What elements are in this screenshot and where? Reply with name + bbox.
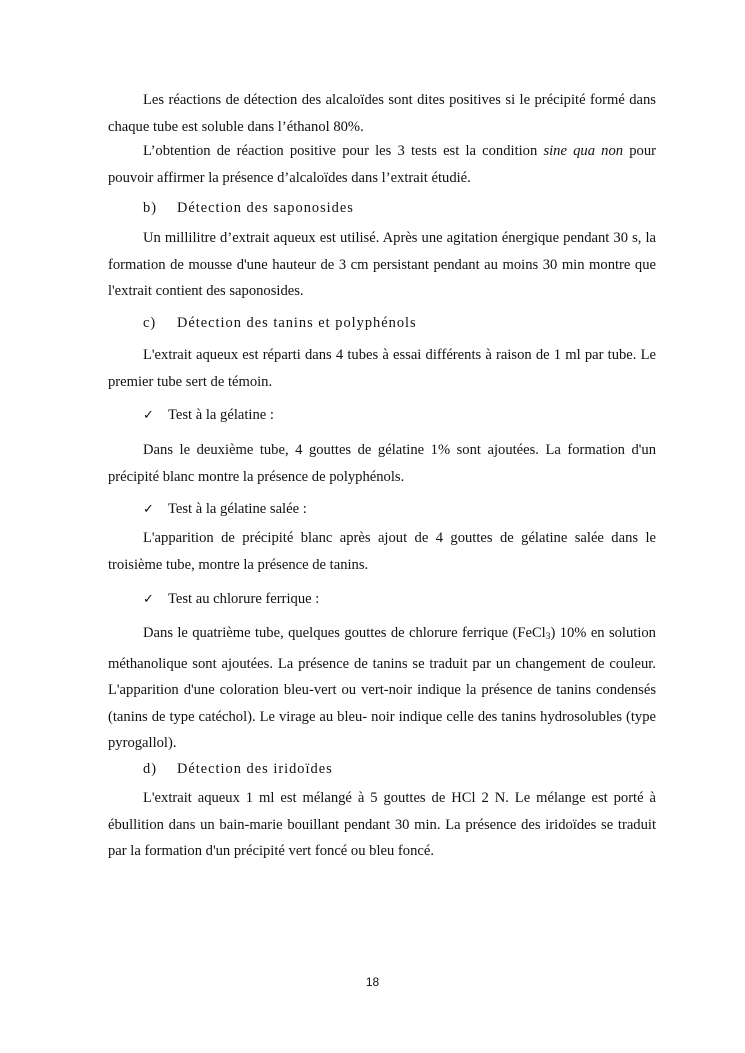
checkmark-icon: ✓ xyxy=(143,502,154,517)
check-item-chlorure-ferrique xyxy=(143,589,319,610)
checkmark-icon: ✓ xyxy=(143,408,154,423)
checkmark-icon: ✓ xyxy=(143,592,154,607)
document-page xyxy=(108,0,656,1053)
paragraph-gelatine xyxy=(108,437,656,490)
paragraph-gelatine-salee xyxy=(108,525,656,578)
paragraph-text: L'extrait aqueux est réparti dans 4 tubes à essai différents à raison de 1 ml par tube. Le premier tube sert de témoin. xyxy=(108,347,656,390)
subscript: 3 xyxy=(545,632,551,642)
check-item-label: Test à la gélatine salée : xyxy=(168,501,307,517)
paragraph-iridoides xyxy=(108,785,656,865)
heading-tanins-polyphenols xyxy=(143,313,417,333)
paragraph-text: Dans le deuxième tube, 4 gouttes de gélatine 1% sont ajoutées. La formation d'un précipité blanc montre la présence de polyphénols. xyxy=(108,442,656,485)
check-item-gelatine-salee xyxy=(143,499,307,520)
heading-number: d) xyxy=(143,761,157,777)
paragraph-saponosides xyxy=(108,225,656,305)
paragraph-text: L’obtention de réaction positive pour les 3 tests est la condition xyxy=(143,143,544,159)
paragraph-chlorure-ferrique xyxy=(108,620,656,757)
paragraph-text: Les réactions de détection des alcaloïdes sont dites positives si le précipité formé dans chaque tube est soluble dans l’éthanol 80%. xyxy=(108,92,656,135)
check-item-label: Test au chlorure ferrique : xyxy=(168,591,320,607)
paragraph-text: pour pouvoir affirmer la présence d’alcaloïdes dans l’extrait étudié. xyxy=(108,143,656,186)
paragraph-text: ) 10% en solution méthanolique sont ajoutées. La présence de tanins se traduit par un changement de couleur. L'apparition d'une coloration bleu-vert ou vert-noir indique la présence de tanins condensés (tanins de type catéchol). Le virage au bleu- noir indique celle des tanins hydrosolubles (type pyrogallol). xyxy=(108,625,656,751)
check-item-gelatine xyxy=(143,405,274,426)
page-number: 18 xyxy=(365,975,380,989)
paragraph-text: Un millilitre d’extrait aqueux est utilisé. Après une agitation énergique pendant 30 s, la formation de mousse d'une hauteur de 3 cm persistant pendant au moins 30 min montre que l'extrait contient des saponosides. xyxy=(108,230,656,299)
paragraph-text: L'apparition de précipité blanc après ajout de 4 gouttes de gélatine salée dans le troisième tube, montre la présence de tanins. xyxy=(108,530,656,573)
heading-title: Détection des saponosides xyxy=(177,200,354,216)
italic-phrase: sine qua non xyxy=(543,143,624,159)
heading-number: c) xyxy=(143,315,157,331)
check-item-label: Test à la gélatine : xyxy=(168,407,274,423)
heading-saponosides xyxy=(143,198,354,218)
heading-title: Détection des iridoïdes xyxy=(177,761,333,777)
paragraph-alcaloides-solubility xyxy=(108,87,656,140)
paragraph-sine-qua-non xyxy=(108,138,656,191)
heading-title: Détection des tanins et polyphénols xyxy=(177,315,417,331)
heading-number: b) xyxy=(143,200,157,216)
heading-iridoides xyxy=(143,759,333,779)
paragraph-tubes xyxy=(108,342,656,395)
paragraph-text: L'extrait aqueux 1 ml est mélangé à 5 gouttes de HCl 2 N. Le mélange est porté à ébullition dans un bain-marie bouillant pendant 30 min. La présence des iridoïdes se traduit par la formation d'un précipité vert foncé ou bleu foncé. xyxy=(108,790,656,859)
paragraph-text: Dans le quatrième tube, quelques gouttes de chlorure ferrique (FeCl xyxy=(143,625,546,641)
